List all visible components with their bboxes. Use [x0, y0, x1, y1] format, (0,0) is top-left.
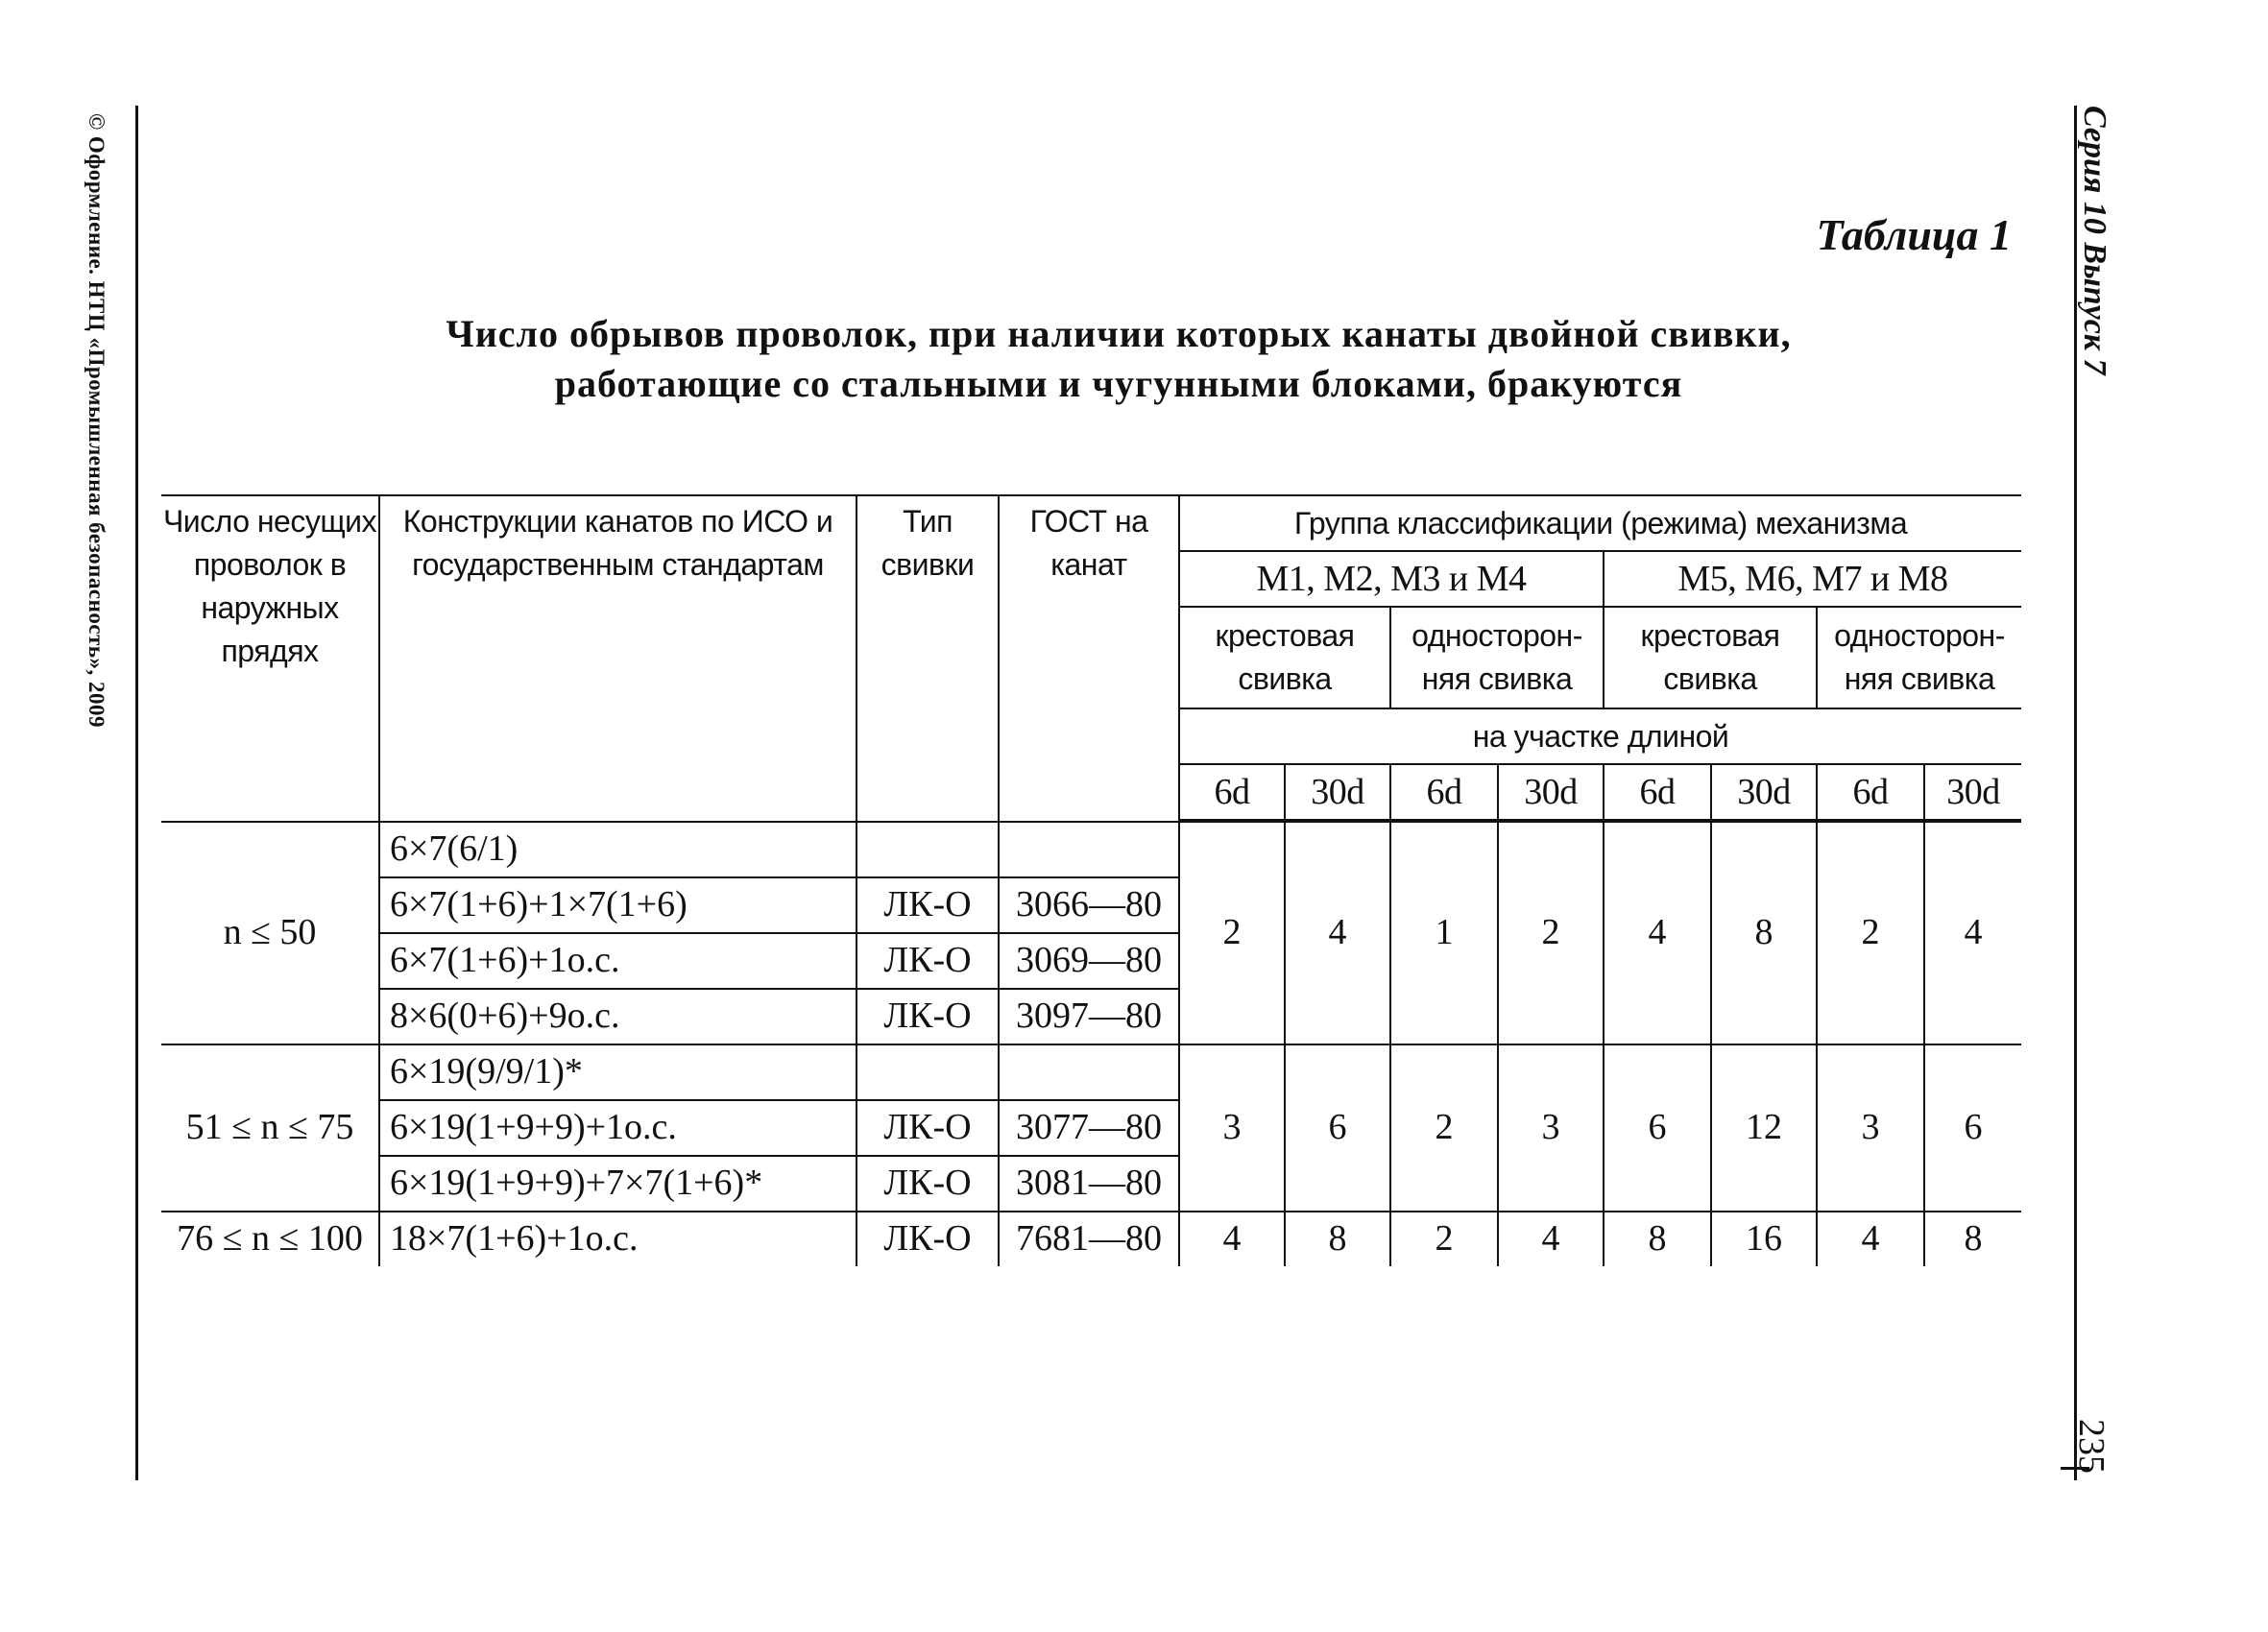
value-cell: 4: [1604, 822, 1711, 1044]
header-length-6d: 6d: [1604, 764, 1711, 820]
table-label: Таблица 1: [1816, 210, 2012, 259]
value-cell: 6: [1924, 1044, 2021, 1212]
page-number: 235: [2071, 1419, 2111, 1474]
gost-cell: [999, 1044, 1179, 1100]
header-length-30d: 30d: [1498, 764, 1604, 820]
construction-cell: 8×6(0+6)+9о.с.: [379, 989, 857, 1044]
value-cell: 3: [1817, 1044, 1924, 1212]
value-cell: 2: [1390, 1044, 1498, 1212]
value-cell: 4: [1285, 822, 1390, 1044]
lay-type-cell: ЛК-О: [857, 1100, 999, 1156]
construction-cell: 6×7(1+6)+1о.с.: [379, 933, 857, 989]
table-row: [161, 1212, 2021, 1266]
wire-breaks-table: [161, 494, 2021, 1266]
header-group-m1-m4: M1, M2, M3 и M4: [1179, 551, 1604, 607]
gost-cell: 3069—80: [999, 933, 1179, 989]
header-lay-type: Тип свивки: [857, 495, 999, 822]
gost-cell: [999, 822, 1179, 877]
value-cell: 4: [1924, 822, 2021, 1044]
value-cell: 3: [1179, 1044, 1285, 1212]
value-cell: 2: [1498, 822, 1604, 1044]
gost-cell: 3097—80: [999, 989, 1179, 1044]
construction-cell: 18×7(1+6)+1о.с.: [379, 1212, 857, 1266]
series-side-text: Серия 10 Выпуск 7: [2077, 106, 2112, 375]
header-classification-group: Группа классификации (режима) механизма: [1179, 495, 2021, 551]
value-cell: 2: [1390, 1212, 1498, 1266]
table-row: [161, 822, 2021, 877]
header-length-30d: 30d: [1285, 764, 1390, 820]
value-cell: 2: [1179, 822, 1285, 1044]
lay-type-cell: ЛК-О: [857, 877, 999, 933]
value-cell: 8: [1711, 822, 1817, 1044]
header-construction: Конструкции канатов по ИСО и государственным стандартам: [379, 495, 857, 822]
header-cross-lay-a: крестовая свивка: [1179, 607, 1390, 708]
header-length-6d: 6d: [1390, 764, 1498, 820]
value-cell: 8: [1604, 1212, 1711, 1266]
gost-cell: 3066—80: [999, 877, 1179, 933]
table-title: [163, 309, 2074, 409]
header-wires-count: Число несущих проволок в наружных прядях: [161, 495, 379, 822]
table-title-line-1: Число обрывов проволок, при наличии которых канаты двойной свивки,: [446, 312, 1792, 355]
lay-type-cell: ЛК-О: [857, 1156, 999, 1212]
lay-type-cell: ЛК-О: [857, 1212, 999, 1266]
value-cell: 2: [1817, 822, 1924, 1044]
construction-cell: 6×7(1+6)+1×7(1+6): [379, 877, 857, 933]
construction-cell: 6×7(6/1): [379, 822, 857, 877]
lay-type-cell: ЛК-О: [857, 933, 999, 989]
value-cell: 16: [1711, 1212, 1817, 1266]
table-row: [161, 1044, 2021, 1100]
gost-cell: 7681—80: [999, 1212, 1179, 1266]
header-one-side-lay-b: односторон-няя свивка: [1817, 607, 2021, 708]
header-length-6d: 6d: [1817, 764, 1924, 820]
header-cross-lay-b: крестовая свивка: [1604, 607, 1817, 708]
value-cell: 4: [1817, 1212, 1924, 1266]
value-cell: 4: [1179, 1212, 1285, 1266]
gost-cell: 3081—80: [999, 1156, 1179, 1212]
value-cell: 12: [1711, 1044, 1817, 1212]
gost-cell: 3077—80: [999, 1100, 1179, 1156]
value-cell: 6: [1604, 1044, 1711, 1212]
value-cell: 1: [1390, 822, 1498, 1044]
value-cell: 4: [1498, 1212, 1604, 1266]
copyright-side-text: © Оформление. НТЦ «Промышленная безопасность», 2009: [84, 113, 109, 729]
header-length-30d: 30d: [1924, 764, 2021, 820]
header-group-m5-m8: M5, M6, M7 и M8: [1604, 551, 2021, 607]
value-cell: 8: [1924, 1212, 2021, 1266]
value-cell: 6: [1285, 1044, 1390, 1212]
header-one-side-lay-a: односторон-няя свивка: [1390, 607, 1604, 708]
value-cell: 3: [1498, 1044, 1604, 1212]
wire-range-cell: 51 ≤ n ≤ 75: [161, 1044, 379, 1212]
construction-cell: 6×19(1+9+9)+7×7(1+6)*: [379, 1156, 857, 1212]
wire-range-cell: 76 ≤ n ≤ 100: [161, 1212, 379, 1266]
construction-cell: 6×19(9/9/1)*: [379, 1044, 857, 1100]
header-gost: ГОСТ на канат: [999, 495, 1179, 822]
lay-type-cell: [857, 1044, 999, 1100]
table-title-line-2: работающие со стальными и чугунными блоками, бракуются: [554, 362, 1683, 405]
header-length-6d: 6d: [1179, 764, 1285, 820]
header-length-30d: 30d: [1711, 764, 1817, 820]
lay-type-cell: [857, 822, 999, 877]
wire-range-cell: n ≤ 50: [161, 822, 379, 1044]
value-cell: 8: [1285, 1212, 1390, 1266]
lay-type-cell: ЛК-О: [857, 989, 999, 1044]
header-section-length: на участке длиной: [1179, 708, 2021, 764]
left-margin-rule: [135, 106, 138, 1480]
construction-cell: 6×19(1+9+9)+1о.с.: [379, 1100, 857, 1156]
